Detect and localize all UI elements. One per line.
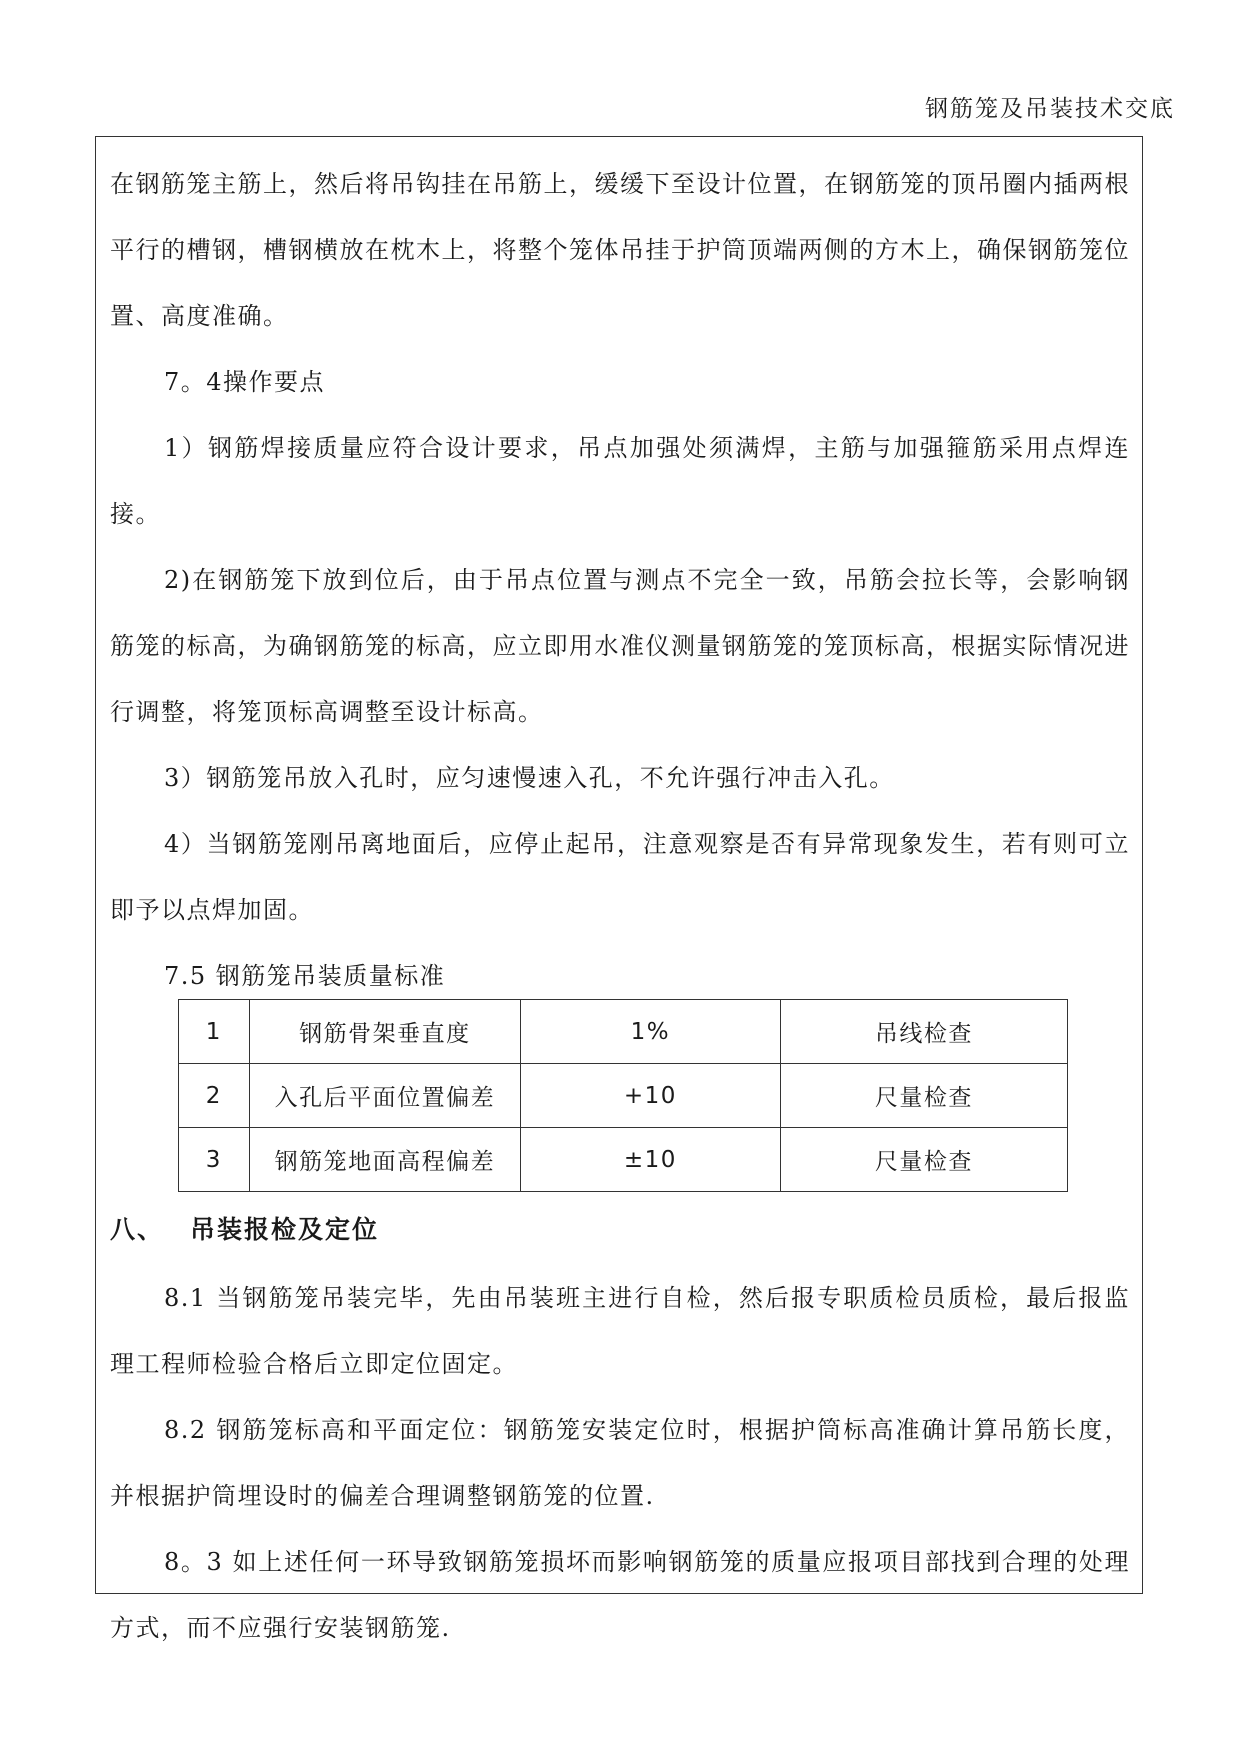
section-heading-8 bbox=[110, 1210, 379, 1246]
paragraph-8-1: 8.1 当钢筋笼吊装完毕，先由吊装班主进行自检，然后报专职质检员质检，最后报监理工程师检验合格后立即定位固定。 bbox=[110, 1284, 1130, 1378]
table-cell-no: 3 bbox=[179, 1128, 250, 1192]
table-cell-item: 钢筋骨架垂直度 bbox=[249, 1000, 520, 1064]
table-cell-item: 入孔后平面位置偏差 bbox=[249, 1064, 520, 1128]
table-row bbox=[179, 1000, 1068, 1064]
subheading-operation-points: 7。4操作要点 bbox=[164, 368, 326, 396]
paragraph-8-2: 8.2 钢筋笼标高和平面定位：钢筋笼安装定位时，根据护筒标高准确计算吊筋长度，并根据护筒埋设时的偏差合理调整钢筋笼的位置. bbox=[110, 1416, 1130, 1510]
content-frame bbox=[95, 136, 1143, 1642]
table-cell-value: +10 bbox=[521, 1064, 781, 1128]
running-header: 钢筋笼及吊装技术交底 bbox=[925, 96, 1175, 122]
paragraph-point-2: 2)在钢筋笼下放到位后，由于吊点位置与测点不完全一致，吊筋会拉长等，会影响钢筋笼的标高，为确钢筋笼的标高，应立即用水准仪测量钢筋笼的笼顶标高，根据实际情况进行调整，将笼顶标高调整至设计标高。 bbox=[110, 566, 1130, 726]
table-cell-no: 1 bbox=[179, 1000, 250, 1064]
table-cell-item: 钢筋笼地面高程偏差 bbox=[249, 1128, 520, 1192]
paragraph-point-4: 4）当钢筋笼刚吊离地面后，应停止起吊，注意观察是否有异常现象发生，若有则可立即予以点焊加固。 bbox=[110, 830, 1130, 924]
paragraph-point-3: 3）钢筋笼吊放入孔时，应匀速慢速入孔，不允许强行冲击入孔。 bbox=[164, 764, 895, 792]
table-cell-value: ±10 bbox=[521, 1128, 781, 1192]
quality-standard-table bbox=[178, 999, 1068, 1192]
table-row bbox=[179, 1128, 1068, 1192]
section-number: 八、 bbox=[110, 1215, 165, 1244]
table-row bbox=[179, 1064, 1068, 1128]
table-cell-no: 2 bbox=[179, 1064, 250, 1128]
table-cell-value: 1% bbox=[521, 1000, 781, 1064]
paragraph-8-3: 8。3 如上述任何一环导致钢筋笼损坏而影响钢筋笼的质量应报项目部找到合理的处理方式，而不应强行安装钢筋笼. bbox=[110, 1548, 1130, 1642]
section-title: 吊装报检及定位 bbox=[190, 1215, 380, 1244]
table-cell-method: 尺量检查 bbox=[780, 1064, 1067, 1128]
paragraph-point-1: 1）钢筋焊接质量应符合设计要求，吊点加强处须满焊，主筋与加强箍筋采用点焊连接。 bbox=[110, 434, 1130, 528]
table-cell-method: 吊线检查 bbox=[780, 1000, 1067, 1064]
paragraph-hoisting-placement: 在钢筋笼主筋上，然后将吊钩挂在吊筋上，缓缓下至设计位置，在钢筋笼的顶吊圈内插两根平行的槽钢，槽钢横放在枕木上，将整个笼体吊挂于护筒顶端两侧的方木上，确保钢筋笼位置、高度准确。 bbox=[110, 170, 1130, 330]
subheading-quality-standard: 7.5 钢筋笼吊装质量标准 bbox=[164, 962, 446, 990]
table-cell-method: 尺量检查 bbox=[780, 1128, 1067, 1192]
